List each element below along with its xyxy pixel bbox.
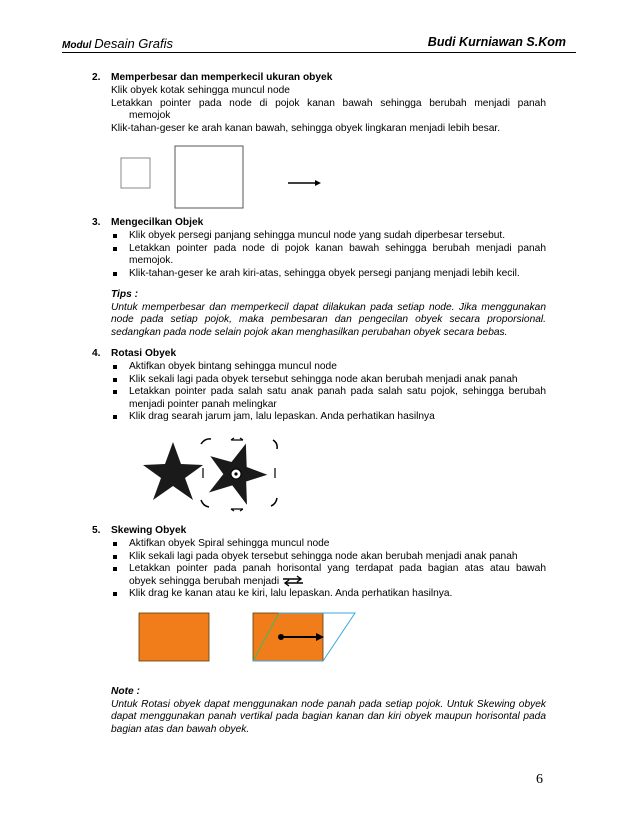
rotate-arrow-icon [201,500,209,507]
section-number: 4. [92,348,101,359]
resize-figure [115,140,330,215]
bullet-icon [113,567,117,571]
bullet-icon [113,542,117,546]
section-5-body [111,538,546,601]
list-item-text: Aktifkan obyek Spiral sehingga muncul node [129,538,330,549]
page-number: 6 [536,772,543,787]
step-line: Klik obyek kotak sehingga muncul node [111,85,290,96]
section-title: Skewing Obyek [111,525,187,536]
note-label: Note : [111,686,140,697]
list-item [111,551,546,564]
list-item-text: Klik sekali lagi pada obyek tersebut sehingga node akan berubah menjadi anak panah [129,373,518,385]
list-item-text: Aktifkan obyek bintang sehingga muncul node [129,361,337,372]
header-module-label: Modul [62,40,92,51]
section-number: 3. [92,217,101,228]
list-item [111,230,546,243]
bullet-icon [113,415,117,419]
section-title: Mengecilkan Objek [111,217,204,228]
section-number: 5. [92,525,101,536]
list-item [111,243,546,268]
tips-label: Tips : [111,289,138,300]
bullet-icon [113,247,117,251]
note-box [111,686,546,736]
orange-rectangle [139,613,209,661]
list-item [111,361,546,374]
list-item [111,588,546,601]
step-line: Letakkan pointer pada node di pojok kanan bawah sehingga berubah menjadi panah [111,97,546,109]
list-item [111,411,546,424]
bullet-icon [113,390,117,394]
bullet-icon [113,378,117,382]
note-text: Untuk Rotasi obyek dapat menggunakan node panah pada setiap pojok. Untuk Skewing obyek dapat menggunakan panah vertikal pada bagian kanan dan kiri obyek maupun horisontal pada bagian atas dan bawah obyek. [111,698,546,735]
list-item-text: Klik drag searah jarum jam, lalu lepaskan. Anda perhatikan hasilnya [129,411,435,423]
bullet-icon [113,365,117,369]
skew-arrow-icon [231,509,243,511]
step-line: Klik-tahan-geser ke arah kanan bawah, sehingga obyek lingkaran menjadi lebih besar. [111,122,501,134]
section-3-body [111,230,546,280]
header-author: Budi Kurniawan S.Kom [427,35,566,49]
list-item-cont [111,576,546,589]
page-header [62,34,576,53]
list-item-text: Klik-tahan-geser ke arah kiri-atas, sehingga obyek persegi panjang menjadi lebih kecil. [129,267,520,279]
star-shape [143,442,203,500]
rotation-center-dot [234,472,237,475]
skew-figure [138,612,358,664]
tips-box [111,289,546,339]
list-item-text: Letakkan pointer pada panah horisontal yang terdapat pada bagian atas atau bawah [129,563,546,575]
skew-pointer-icon [282,576,304,586]
bullet-icon [113,272,117,276]
small-square [121,158,150,188]
step-line-cont: memojok [129,110,171,122]
list-item-text: Klik drag ke kanan atau ke kiri, lalu lepaskan. Anda perhatikan hasilnya. [129,588,453,600]
list-item [111,386,546,411]
rotation-figure [135,430,285,515]
header-module-name: Desain Grafis [94,36,173,51]
rotate-arrow-icon [271,498,277,506]
list-item-text: Letakkan pointer pada node di pojok kanan bawah sehingga berubah menjadi panah memojok. [129,242,546,267]
list-item [111,268,546,281]
large-square [175,146,243,208]
section-2-body [111,85,546,135]
bullet-icon [113,555,117,559]
list-item [111,563,546,576]
list-item-text: Letakkan pointer pada salah satu anak panah pada salah satu pojok, sehingga berubah menjadi pointer panah melingkar [129,386,546,410]
section-title: Rotasi Obyek [111,348,177,359]
rotate-arrow-icon [273,440,277,449]
header-module-title [62,36,173,51]
list-item-text: Klik sekali lagi pada obyek tersebut sehingga node akan berubah menjadi anak panah [129,550,518,562]
list-item-text: Klik obyek persegi panjang sehingga muncul node yang sudah diperbesar tersebut. [129,230,506,241]
rotate-arrow-icon [201,439,211,444]
list-item-text: obyek sehingga berubah menjadi [129,575,280,587]
section-number: 2. [92,72,101,83]
list-item [111,374,546,387]
skew-arrow-icon [231,438,243,440]
section-4-body [111,361,546,424]
arrow-right-head [315,180,321,186]
bullet-icon [113,592,117,596]
section-title: Memperbesar dan memperkecil ukuran obyek [111,72,333,83]
bullet-icon [113,234,117,238]
tips-text: Untuk memperbesar dan memperkecil dapat dilakukan pada setiap node. Jika menggunakan node pada setiap pojok, maka pembesaran dan pengecilan obyek secara proporsional. sedangkan pada node selain pojok akan menghasilkan perubahan obyek secara bebas. [111,301,546,338]
list-item [111,538,546,551]
